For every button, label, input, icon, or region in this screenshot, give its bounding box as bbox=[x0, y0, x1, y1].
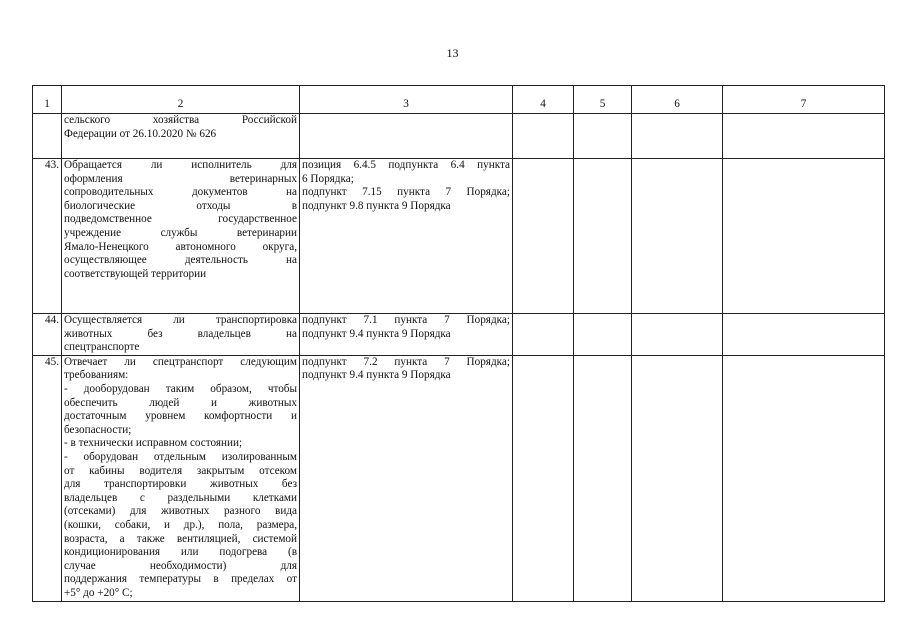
reference-cell-line: подпункт 9.4 пункта 9 Порядка bbox=[302, 369, 451, 382]
question-cell-line: сельского хозяйства Российской bbox=[64, 114, 297, 126]
column-header: 7 bbox=[723, 86, 885, 114]
question-cell-line: биологические отходы в bbox=[64, 199, 297, 212]
answer-cell bbox=[723, 114, 885, 159]
page-number: 13 bbox=[446, 46, 459, 60]
question-cell-line: от кабины водителя закрытым отсеком bbox=[64, 464, 297, 477]
answer-cell bbox=[513, 355, 574, 601]
question-cell-line: требованиям: bbox=[64, 369, 129, 382]
question-cell-line: для транспортировки животных без bbox=[64, 478, 297, 491]
column-header: 5 bbox=[574, 86, 632, 114]
column-header: 4 bbox=[513, 86, 574, 114]
answer-cell bbox=[574, 114, 632, 159]
reference-cell bbox=[300, 314, 513, 356]
table-row bbox=[33, 159, 885, 314]
column-header: 3 bbox=[300, 86, 513, 114]
reference-cell bbox=[300, 114, 513, 159]
question-cell-line: животных без владельцев на bbox=[64, 327, 297, 340]
column-header: 6 bbox=[632, 86, 723, 114]
reference-cell bbox=[300, 355, 513, 601]
question-cell-line: - в технически исправном состоянии; bbox=[64, 437, 243, 450]
question-cell-line: владельцев с раздельными клетками bbox=[64, 491, 297, 504]
answer-cell bbox=[632, 314, 723, 356]
row-number: 43. bbox=[33, 159, 62, 314]
question-cell bbox=[62, 314, 300, 356]
question-cell-line: учреждение службы ветеринарии bbox=[64, 226, 297, 239]
answer-cell bbox=[723, 159, 885, 314]
checklist-table bbox=[32, 85, 885, 602]
question-cell-line: (кошки, собаки, и др.), пола, размера, bbox=[64, 518, 297, 531]
question-cell-line: поддержания температуры в пределах от bbox=[64, 573, 297, 586]
row-number: 45. bbox=[33, 355, 62, 601]
question-cell-line: достаточным уровнем комфортности и bbox=[64, 410, 297, 423]
answer-cell bbox=[632, 355, 723, 601]
question-cell-line: (отсеками) для животных разного вида bbox=[64, 505, 297, 518]
question-cell-line: спецтранспорте bbox=[64, 341, 140, 354]
reference-cell-line: подпункт 7.15 пункта 7 Порядка; bbox=[302, 186, 510, 199]
reference-cell-line: подпункт 9.4 пункта 9 Порядка bbox=[302, 327, 451, 340]
question-cell-line: Федерации от 26.10.2020 № 626 bbox=[64, 127, 217, 140]
reference-cell bbox=[300, 159, 513, 314]
column-header: 1 bbox=[33, 86, 62, 114]
answer-cell bbox=[574, 314, 632, 356]
answer-cell bbox=[632, 114, 723, 159]
answer-cell bbox=[513, 314, 574, 356]
reference-cell-line: подпункт 7.2 пункта 7 Порядка; bbox=[302, 355, 510, 368]
header-row bbox=[33, 86, 885, 114]
question-cell-line: - дооборудован таким образом, чтобы bbox=[64, 382, 297, 395]
question-cell-line: подведомственное государственное bbox=[64, 213, 297, 226]
question-cell-line: оформления ветеринарных bbox=[64, 172, 297, 185]
question-cell-line: соответствующей территории bbox=[64, 267, 207, 280]
column-header: 2 bbox=[62, 86, 300, 114]
question-cell-line: сопроводительных документов на bbox=[64, 186, 297, 199]
answer-cell bbox=[513, 114, 574, 159]
question-cell-line: безопасности; bbox=[64, 423, 132, 436]
question-cell-line: осуществляющее деятельность на bbox=[64, 254, 297, 267]
answer-cell bbox=[513, 159, 574, 314]
question-cell-line: Осуществляется ли транспортировка bbox=[64, 314, 297, 326]
reference-cell-line: подпункт 7.1 пункта 7 Порядка; bbox=[302, 314, 510, 326]
row-number bbox=[33, 114, 62, 159]
table-row bbox=[33, 314, 885, 356]
reference-cell-line: подпункт 9.8 пункта 9 Порядка bbox=[302, 199, 451, 212]
question-cell bbox=[62, 355, 300, 601]
question-cell-line: Обращается ли исполнитель для bbox=[64, 159, 297, 171]
question-cell-line: кондиционирования или подогрева (в bbox=[64, 546, 297, 559]
question-cell-line: случае необходимости) для bbox=[64, 559, 297, 572]
reference-cell-line: 6 Порядка; bbox=[302, 172, 354, 185]
question-cell-line: Отвечает ли спецтранспорт следующим bbox=[64, 355, 297, 368]
question-cell-line: обеспечить людей и животных bbox=[64, 396, 297, 409]
answer-cell bbox=[574, 355, 632, 601]
question-cell-line: возраста, а также вентиляцией, системой bbox=[64, 532, 297, 545]
question-cell-line: Ямало-Ненецкого автономного округа, bbox=[64, 240, 297, 253]
question-cell-line: - оборудован отдельным изолированным bbox=[64, 450, 297, 463]
answer-cell bbox=[723, 314, 885, 356]
table-row bbox=[33, 114, 885, 159]
question-cell-line: +5° до +20° С; bbox=[64, 586, 133, 599]
answer-cell bbox=[632, 159, 723, 314]
question-cell bbox=[62, 114, 300, 159]
answer-cell bbox=[723, 355, 885, 601]
question-cell bbox=[62, 159, 300, 314]
table-row bbox=[33, 355, 885, 601]
reference-cell-line: позиция 6.4.5 подпункта 6.4 пункта bbox=[302, 159, 510, 171]
row-number: 44. bbox=[33, 314, 62, 356]
answer-cell bbox=[574, 159, 632, 314]
